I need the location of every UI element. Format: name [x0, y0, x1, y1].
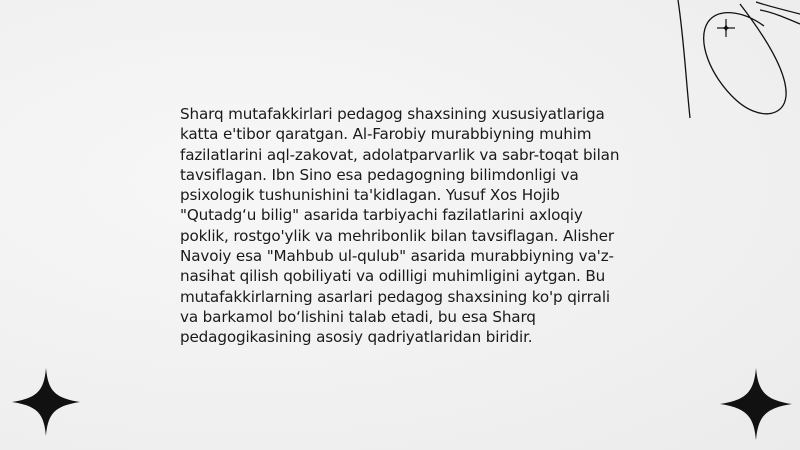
body-paragraph: Sharq mutafakkirlari pedagog shaxsining xususiyatlariga katta e'tibor qaratgan. Al-Farobiy murabbiyning muhim fazilatlarini aql-zakovat, adolatparvarlik va sabr-toqat bilan tavsiflagan. Ibn Sino esa pedagogning bilimdonligi va psixologik tushunishini ta'kidlagan. Yusuf Xos Hojib "Qutadg‘u bilig" asarida tarbiyachi fazilatlarini axloqiy poklik, rostgo'ylik va mehribonlik bilan tavsiflagan. Alisher Navoiy esa "Mahbub ul-qulub" asarida murabbiyning va'z-nasihat qilish qobiliyati va odilligi muhimligini aytgan. Bu mutafakkirlarning asarlari pedagog shaxsining ko'p qirrali va barkamol bo‘lishini talab etadi, bu esa Sharq pedagogikasining asosiy qadriyatlaridan biridir.	[180, 105, 620, 347]
sparkle-icon	[717, 19, 735, 37]
four-point-star-icon	[10, 366, 82, 438]
four-point-star-icon	[718, 366, 794, 442]
orbit-lines-icon	[660, 0, 800, 125]
